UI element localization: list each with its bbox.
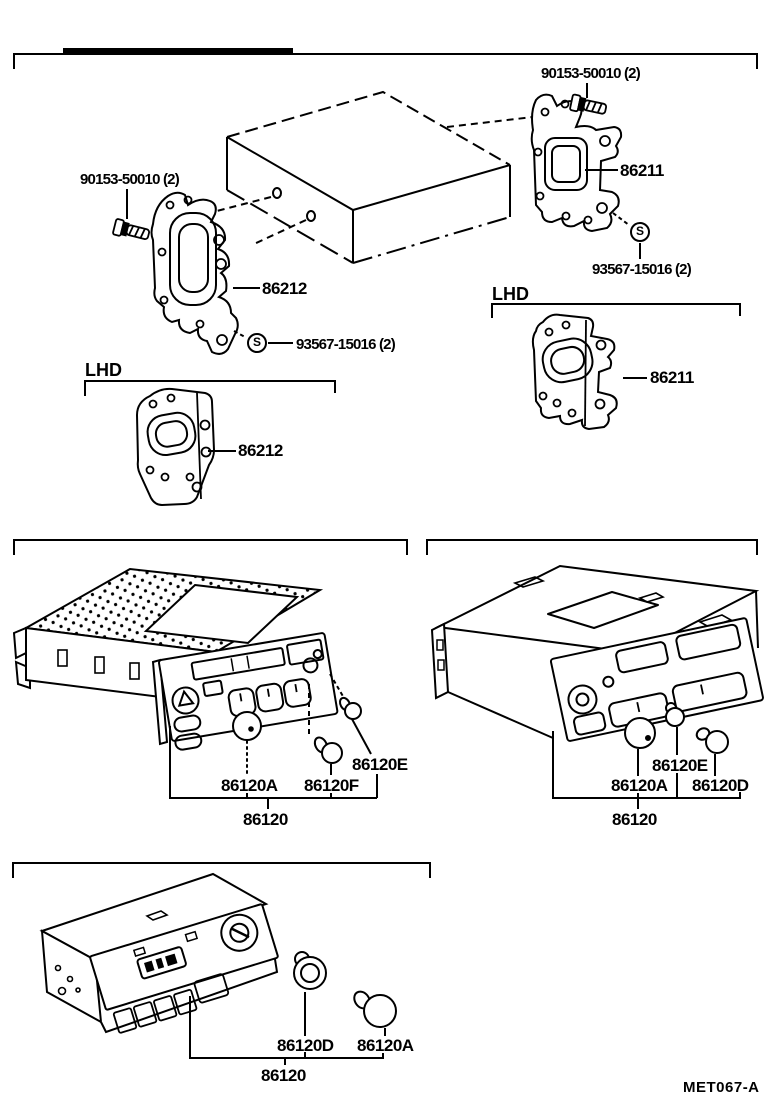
- part-label-86120-bottom: 86120: [261, 1066, 306, 1085]
- grommet-symbol-icon: S: [630, 222, 650, 242]
- part-label-86120e-midleft: 86120E: [352, 755, 408, 774]
- knob-86120f-drawing: [312, 735, 342, 763]
- knob-86120a-drawing: [351, 989, 396, 1027]
- bracket-86212-drawing: [152, 193, 238, 354]
- screw-icon: [113, 219, 151, 243]
- knob-86120a-drawing: [233, 712, 261, 740]
- knob-86120d-drawing: [294, 952, 326, 989]
- part-label-86120d-bottom: 86120D: [277, 1036, 334, 1055]
- part-label-86120-midright: 86120: [612, 810, 657, 829]
- scan-artifact: [63, 48, 293, 55]
- part-label-86120-midleft: 86120: [243, 810, 288, 829]
- radio-86120-plain-drawing: [432, 566, 764, 741]
- grommet-symbol-icon: S: [247, 333, 267, 353]
- lhd-heading-left: LHD: [85, 360, 122, 380]
- part-label-86212-lhd: 86212: [238, 441, 283, 460]
- part-label-86120a-midright: 86120A: [611, 776, 668, 795]
- knob-86120e-drawing: [338, 696, 361, 719]
- radio-86120-bottom-drawing: [42, 874, 286, 1035]
- bracket-86211-drawing: [532, 95, 621, 231]
- lhd-heading-right: LHD: [492, 284, 529, 304]
- part-label-86120d-midright: 86120D: [692, 776, 749, 795]
- part-label-86212-main: 86212: [262, 279, 307, 298]
- bracket-86211-lhd-drawing: [533, 315, 617, 429]
- part-label-86120f-midleft: 86120F: [304, 776, 359, 795]
- part-label-86120e-midright: 86120E: [652, 756, 708, 775]
- part-label-86211-lhd: 86211: [650, 368, 694, 387]
- part-label-90153-50010-left: 90153-50010 (2): [80, 171, 179, 188]
- part-label-93567-15016-left: 93567-15016 (2): [296, 336, 395, 353]
- part-label-86120a-midleft: 86120A: [221, 776, 278, 795]
- knob-86120a-drawing: [625, 718, 655, 748]
- part-label-86120a-bottom: 86120A: [357, 1036, 414, 1055]
- part-label-90153-50010-right: 90153-50010 (2): [541, 65, 640, 82]
- knob-86120d-drawing: [695, 726, 728, 753]
- bracket-86212-lhd-drawing: [137, 389, 214, 505]
- part-label-93567-15016-right: 93567-15016 (2): [592, 261, 691, 278]
- radio-86120-cassette-drawing: [14, 569, 339, 751]
- part-label-86211-main: 86211: [620, 161, 664, 180]
- figure-code: MET067-A: [683, 1079, 760, 1096]
